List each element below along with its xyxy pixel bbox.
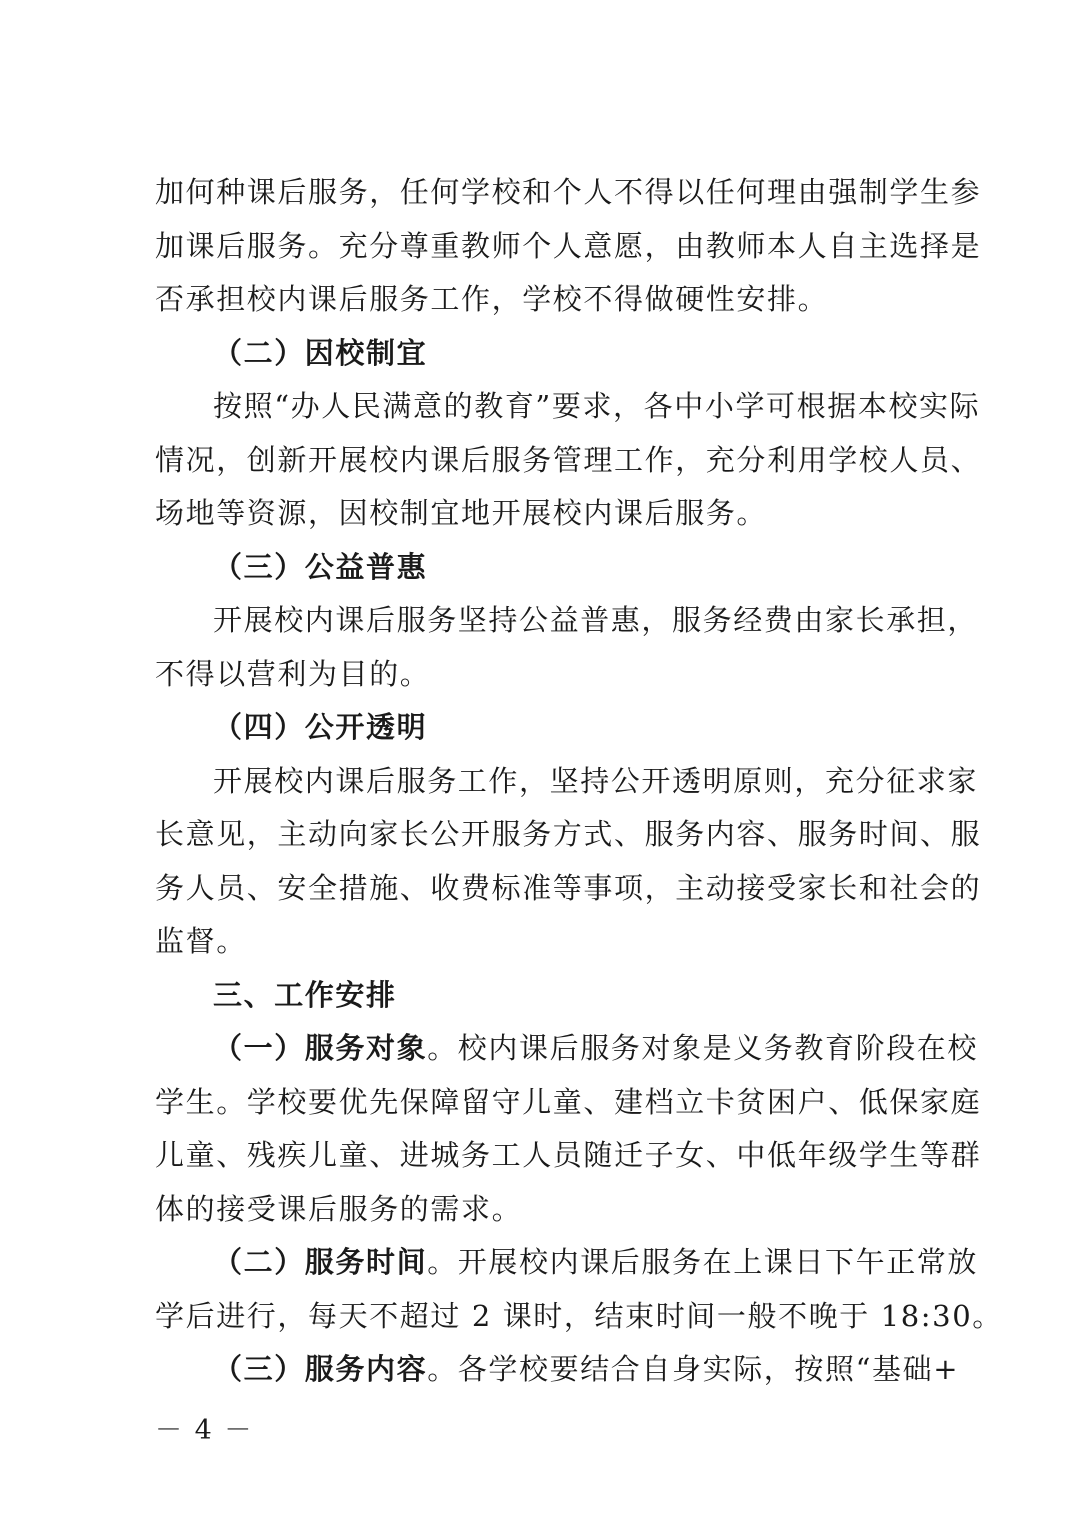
text-line: （二）因校制宜 (213, 336, 428, 370)
text-line: 儿童、残疾儿童、进城务工人员随迁子女、中低年级学生等群 (155, 1138, 982, 1172)
text-line: 加课后服务。充分尊重教师个人意愿，由教师本人自主选择是 (155, 229, 982, 263)
section-heading: （二）服务时间 (213, 1245, 428, 1279)
text-line: 体的接受课后服务的需求。 (155, 1192, 523, 1226)
paragraph-text: 。开展校内课后服务在上课日下午正常放 (427, 1245, 979, 1279)
text-line: 加何种课后服务，任何学校和个人不得以任何理由强制学生参 (155, 175, 982, 209)
text-line (213, 1028, 979, 1068)
text-line: 开展校内课后服务工作，坚持公开透明原则，充分征求家 (213, 764, 979, 798)
section-heading: （三）服务内容 (213, 1352, 428, 1386)
paragraph-text: 。校内课后服务对象是义务教育阶段在校 (427, 1031, 979, 1065)
paragraph-text: 。各学校要结合自身实际，按照“基础+ (427, 1352, 960, 1386)
text-line: 否承担校内课后服务工作，学校不得做硬性安排。 (155, 282, 829, 316)
text-line (213, 1242, 979, 1282)
page-number: － 4 － (155, 1415, 254, 1446)
text-line: （四）公开透明 (213, 710, 428, 744)
text-line: 三、工作安排 (213, 978, 397, 1012)
text-line: 长意见，主动向家长公开服务方式、服务内容、服务时间、服 (155, 817, 982, 851)
text-line: 务人员、安全措施、收费标准等事项，主动接受家长和社会的 (155, 871, 982, 905)
text-line: 情况，创新开展校内课后服务管理工作，充分利用学校人员、 (155, 443, 982, 477)
text-line: 学生。学校要优先保障留守儿童、建档立卡贫困户、低保家庭 (155, 1085, 982, 1119)
text-line: 开展校内课后服务坚持公益普惠，服务经费由家长承担， (213, 603, 979, 637)
text-line: 场地等资源，因校制宜地开展校内课后服务。 (155, 496, 768, 530)
text-line: （三）公益普惠 (213, 550, 428, 584)
text-line: 不得以营利为目的。 (155, 657, 431, 691)
text-line: 学后进行，每天不超过 2 课时，结束时间一般不晚于 18:30。 (155, 1299, 1003, 1333)
text-line: 监督。 (155, 924, 247, 958)
text-line (213, 1349, 960, 1389)
text-line: 按照“办人民满意的教育”要求，各中小学可根据本校实际 (213, 389, 981, 423)
section-heading: （一）服务对象 (213, 1031, 428, 1065)
